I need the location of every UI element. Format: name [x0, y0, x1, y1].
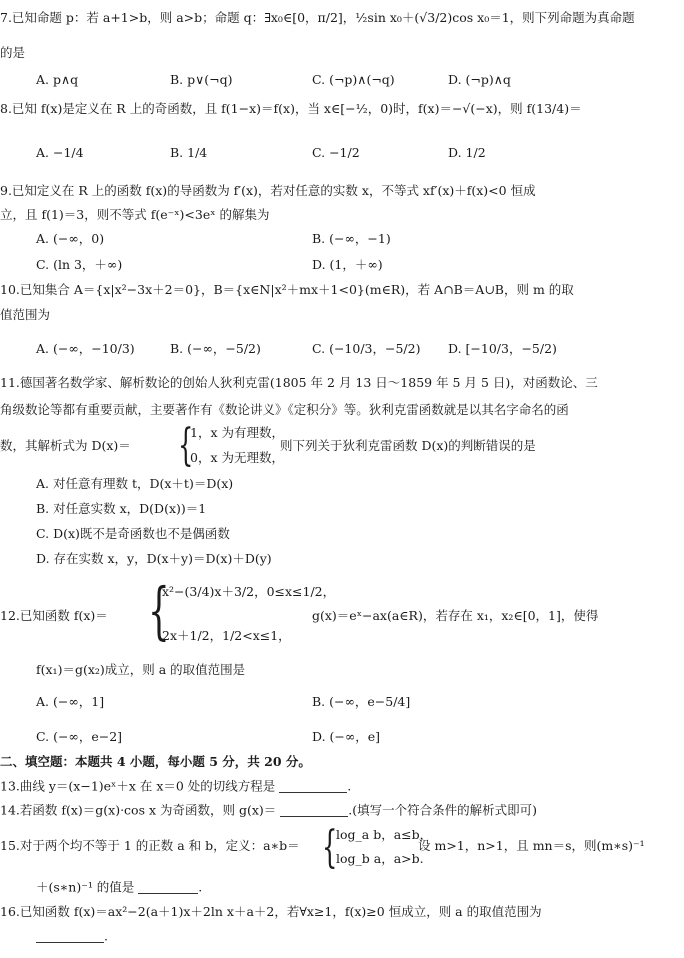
q12-stem-start: 12.已知函数 f(x)＝ [0, 608, 108, 623]
section-heading: 二、填空题：本题共 4 小题，每小题 5 分，共 20 分。 [0, 754, 311, 769]
q7-stem-line1: 7.已知命题 p：若 a+1>b，则 a>b；命题 q：∃x₀∈[0，π/2]，½sin x₀＋(√3/2)cos x₀＝1，则下列命题为真命题 [0, 10, 635, 25]
q10-option-c: C. (−10/3，−5/2) [312, 341, 421, 356]
q10-stem-line1: 10.已知集合 A＝{x|x²−3x＋2＝0}，B＝{x∈N|x²＋mx＋1<0}(m∈R)，若 A∩B＝A∪B，则 m 的取 [0, 282, 574, 297]
q16-line2 [36, 930, 108, 943]
q16-tail: . [104, 928, 108, 944]
q8-option-b: B. 1/4 [170, 145, 208, 160]
q12-option-a: A. (−∞，1] [36, 694, 105, 709]
q9-option-c: C. (ln 3，＋∞) [36, 257, 123, 272]
q8-stem-line1: 8.已知 f(x)是定义在 R 上的奇函数，且 f(1−x)＝f(x)，当 x∈[−½，0)时，f(x)＝−√(−x)，则 f(13/4)＝ [0, 101, 582, 116]
q15-tail: . [198, 879, 203, 895]
q13-tail: . [347, 778, 352, 794]
q7-option-d: D. (¬p)∧q [448, 72, 511, 87]
q14-tail: .(填写一个符合条件的解析式即可) [348, 802, 537, 818]
q10-stem-line2: 值范围为 [0, 307, 51, 322]
q15-case1: log_a b，a≤b， [336, 827, 433, 842]
q10-option-d: D. [−10/3，−5/2) [448, 341, 557, 356]
q11-option-b: B. 对任意实数 x，D(D(x))＝1 [36, 501, 207, 516]
q15-stem2: ＋(s∗n)⁻¹ 的值是 [36, 879, 135, 895]
q15-answer-blank[interactable] [138, 881, 198, 894]
q13-line [0, 780, 351, 793]
q8-option-c: C. −1/2 [312, 145, 360, 160]
q12-stem-end: g(x)＝eˣ−ax(a∈R)，若存在 x₁，x₂∈[0，1]，使得 [312, 608, 599, 623]
q11-stem-line3-start: 数，其解析式为 D(x)＝ [0, 438, 131, 453]
q9-stem-line2: 立，且 f(1)＝3，则不等式 f(e⁻ˣ)<3eˣ 的解集为 [0, 207, 270, 222]
q8-option-a: A. −1/4 [36, 145, 84, 160]
q7-option-a: A. p∧q [36, 72, 79, 87]
q7-option-b: B. p∨(¬q) [170, 72, 233, 87]
q12-case1: x²−(3/4)x＋3/2，0≤x≤1/2， [162, 584, 336, 599]
q12-option-c: C. (−∞，e−2] [36, 729, 123, 744]
q14-answer-blank[interactable] [280, 804, 348, 817]
q11-case-rational: 1，x 为有理数， [190, 425, 284, 440]
q11-option-c: C. D(x)既不是奇函数也不是偶函数 [36, 526, 230, 541]
q15-stem-start: 15.对于两个均不等于 1 的正数 a 和 b，定义：a∗b＝ [0, 838, 300, 853]
q15-stem-end: 设 m>1，n>1，且 mn＝s，则(m∗s)⁻¹ [418, 838, 645, 853]
q11-stem-line2: 角级数论等都有重要贡献，主要著作有《数论讲义》《定积分》等。狄利克雷函数就是以其名字命名的函 [0, 402, 569, 417]
q13-answer-blank[interactable] [279, 780, 347, 793]
q10-option-b: B. (−∞，−5/2) [170, 341, 261, 356]
q16-answer-blank[interactable] [36, 930, 104, 943]
q9-option-a: A. (−∞，0) [36, 231, 105, 246]
q11-option-a: A. 对任意有理数 t，D(x＋t)＝D(x) [36, 476, 234, 491]
q10-option-a: A. (−∞，−10/3) [36, 341, 135, 356]
q13-stem: 13.曲线 y＝(x−1)eˣ＋x 在 x＝0 处的切线方程是 [0, 778, 276, 794]
q7-option-c: C. (¬p)∧(¬q) [312, 72, 395, 87]
q12-brace: { [148, 574, 170, 647]
q9-stem-line1: 9.已知定义在 R 上的函数 f(x)的导函数为 f′(x)，若对任意的实数 x，不等式 xf′(x)＋f(x)<0 恒成 [0, 183, 536, 198]
q9-option-b: B. (−∞，−1) [312, 231, 391, 246]
q11-stem-line1: 11.德国著名数学家、解析数论的创始人狄利克雷(1805 年 2 月 13 日～1859 年 5 月 5 日)，对函数论、三 [0, 375, 598, 390]
q11-stem-line3-end: 则下列关于狄利克雷函数 D(x)的判断错误的是 [280, 438, 536, 453]
q11-option-d: D. 存在实数 x，y，D(x＋y)＝D(x)＋D(y) [36, 551, 272, 566]
q14-line [0, 804, 537, 817]
q12-option-b: B. (−∞，e−5/4] [312, 694, 411, 709]
q11-brace: { [178, 420, 194, 471]
q15-line2 [36, 881, 202, 894]
q9-option-d: D. (1，＋∞) [312, 257, 383, 272]
q11-case-irrational: 0，x 为无理数， [190, 450, 284, 465]
q7-stem-line2: 的是 [0, 45, 26, 60]
q12-option-d: D. (−∞，e] [312, 729, 381, 744]
q14-stem: 14.若函数 f(x)＝g(x)·cos x 为奇函数，则 g(x)＝ [0, 802, 277, 818]
q12-case2: 2x＋1/2，1/2<x≤1， [162, 628, 291, 643]
q15-brace: { [322, 822, 338, 873]
q12-stem-line2: f(x₁)＝g(x₂)成立，则 a 的取值范围是 [36, 662, 246, 677]
q16-stem: 16.已知函数 f(x)＝ax²−2(a＋1)x＋2ln x＋a＋2，若∀x≥1，f(x)≥0 恒成立，则 a 的取值范围为 [0, 904, 542, 919]
q8-option-d: D. 1/2 [448, 145, 486, 160]
q15-case2: log_b a，a>b. [336, 851, 424, 866]
